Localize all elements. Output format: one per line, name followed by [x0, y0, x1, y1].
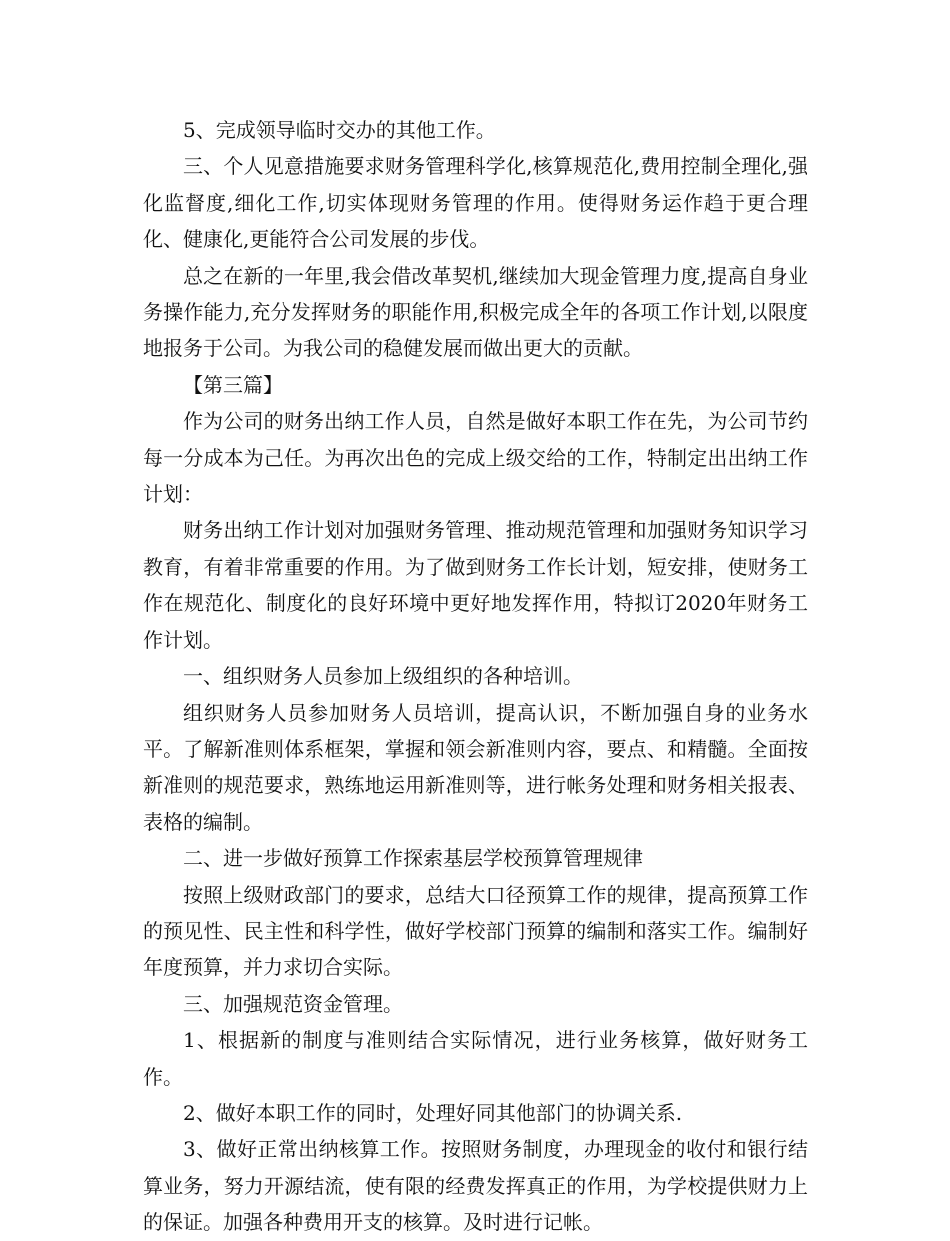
paragraph-plan-purpose: 财务出纳工作计划对加强财务管理、推动规范管理和加强财务知识学习教育，有着非常重要的作用。为了做到财务工作长计划，短安排，使财务工作在规范化、制度化的良好环境中更好地发挥作用，特拟订2020年财务工作计划。: [143, 518, 808, 652]
list-item-2: 2、做好本职工作的同时，处理好同其他部门的协调关系.: [183, 1100, 683, 1125]
paragraph-budget: 按照上级财政部门的要求，总结大口径预算工作的规律，提高预算工作的预见性、民主性和科学性，做好学校部门预算的编制和落实工作。编制好年度预算，并力求切合实际。: [143, 882, 808, 980]
list-item-1: 1、根据新的制度与准则结合实际情况，进行业务核算，做好财务工作。: [143, 1028, 808, 1089]
paragraph-intro: 作为公司的财务出纳工作人员，自然是做好本职工作在先，为公司节约每一分成本为己任。为再次出色的完成上级交给的工作，特制定出出纳工作计划：: [143, 409, 808, 507]
section-heading-part-three: 【第三篇】: [183, 372, 283, 397]
list-item-3: 3、做好正常出纳核算工作。按照财务制度，办理现金的收付和银行结算业务，努力开源结流，使有限的经费发挥真正的作用，为学校提供财力上的保证。加强各种费用开支的核算。及时进行记帐。: [143, 1137, 808, 1235]
paragraph-personal-suggestions: 三、个人见意措施要求财务管理科学化,核算规范化,费用控制全理化,强化监督度,细化工作,切实体现财务管理的作用。使得财务运作趋于更合理化、健康化,更能符合公司发展的步伐。: [143, 154, 808, 252]
document-page: [143, 112, 808, 1241]
paragraph-conclusion: 总之在新的一年里,我会借改革契机,继续加大现金管理力度,提高自身业务操作能力,充分发挥财务的职能作用,积极完成全年的各项工作计划,以限度地报务于公司。为我公司的稳健发展而做出更大的贡献。: [143, 263, 808, 361]
heading-fund-management: 三、加强规范资金管理。: [183, 991, 403, 1016]
heading-training: 一、组织财务人员参加上级组织的各种培训。: [183, 664, 583, 689]
heading-budget: 二、进一步做好预算工作探索基层学校预算管理规律: [183, 846, 643, 871]
paragraph-completion-item: 5、完成领导临时交办的其他工作。: [183, 118, 496, 142]
paragraph-training: 组织财务人员参加财务人员培训，提高认识，不断加强自身的业务水平。了解新准则体系框架，掌握和领会新准则内容，要点、和精髓。全面按新准则的规范要求，熟练地运用新准则等，进行帐务处理和财务相关报表、表格的编制。: [143, 700, 808, 834]
